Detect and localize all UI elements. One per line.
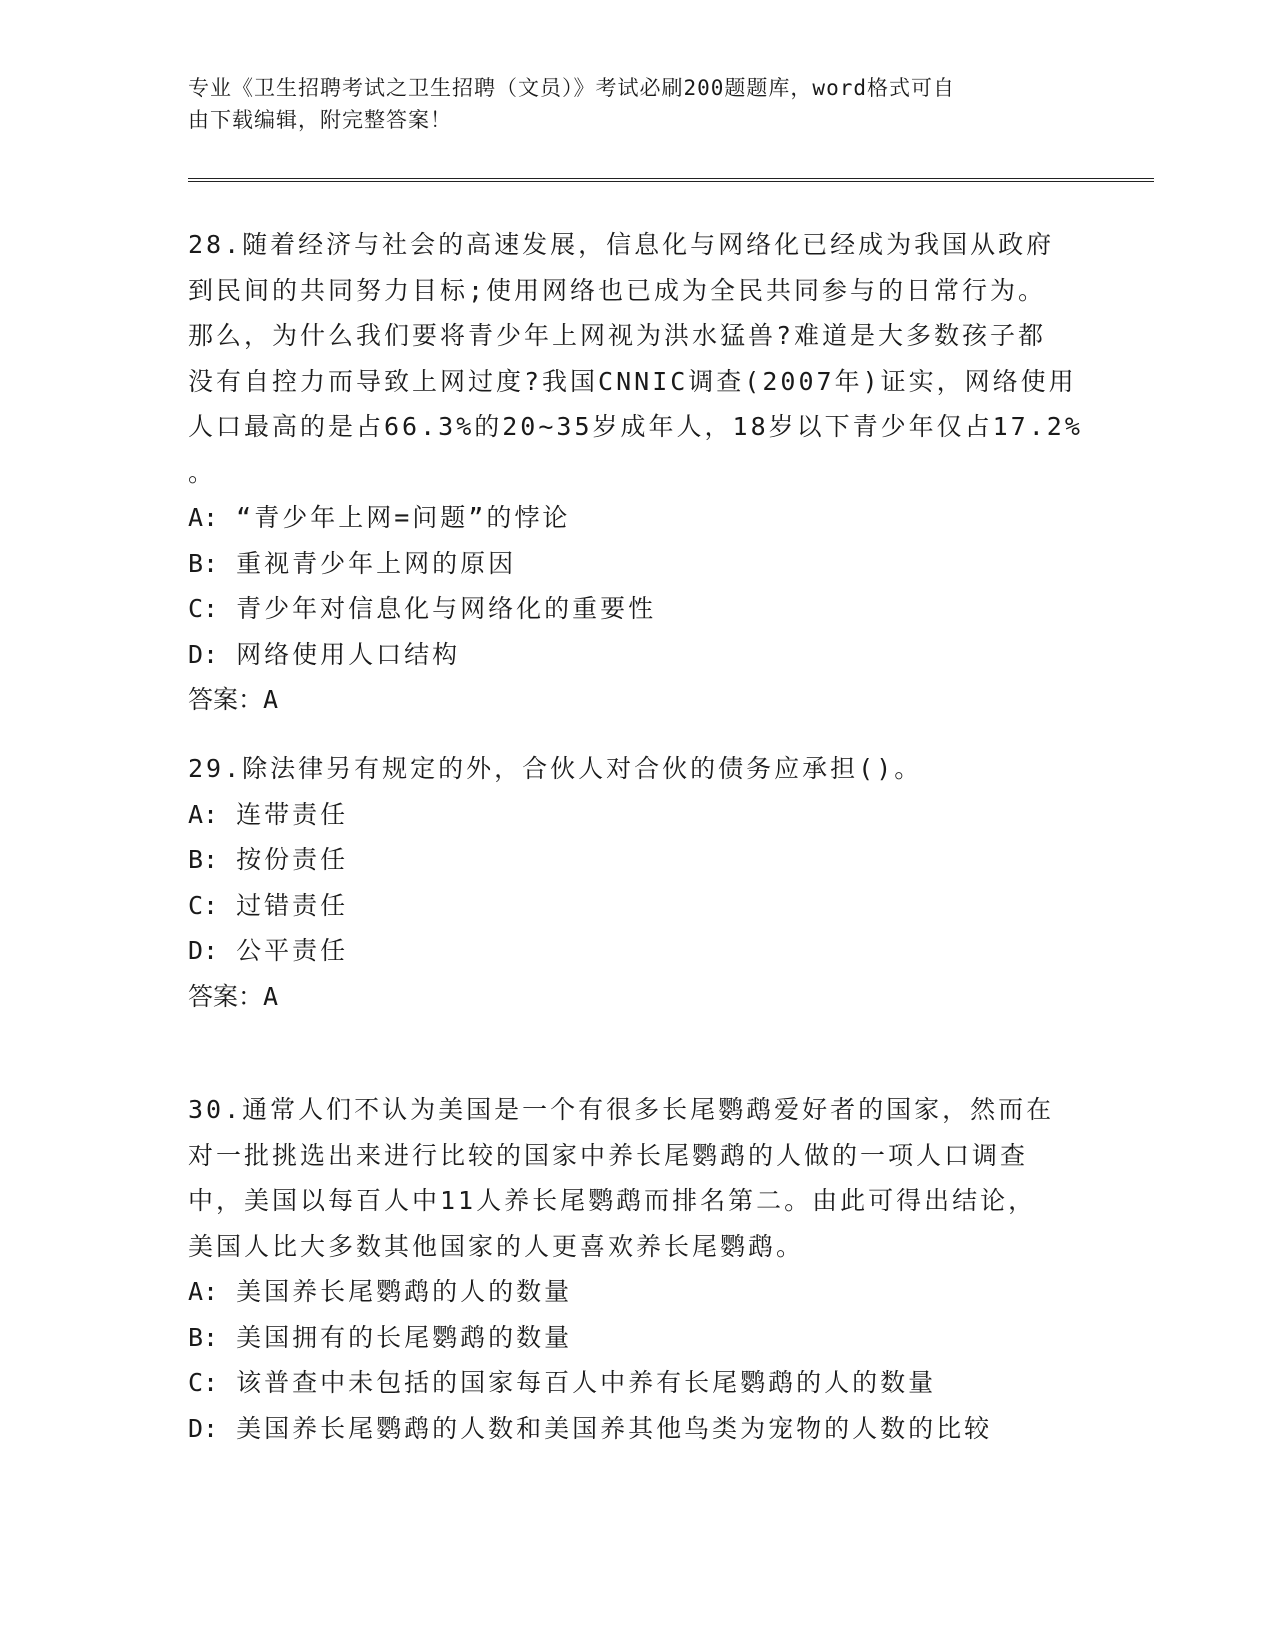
- stem-line: 28.随着经济与社会的高速发展，信息化与网络化已经成为我国从政府: [188, 230, 1055, 259]
- option-a: A: 美国养长尾鹦鹉的人的数量: [188, 1277, 573, 1306]
- question-30: [188, 1087, 1088, 1451]
- option-c: C: 青少年对信息化与网络化的重要性: [188, 594, 657, 623]
- stem-line: 人口最高的是占66.3%的20~35岁成年人，18岁以下青少年仅占17.2%: [188, 412, 1083, 441]
- option-c: C: 该普查中未包括的国家每百人中养有长尾鹦鹉的人的数量: [188, 1368, 937, 1397]
- header-divider: [188, 178, 1154, 182]
- option-c: C: 过错责任: [188, 890, 349, 920]
- question-stem: [188, 222, 1088, 495]
- option-b: B: 美国拥有的长尾鹦鹉的数量: [188, 1322, 573, 1352]
- option-b: B: 重视青少年上网的原因: [188, 548, 517, 578]
- stem-line: 美国人比大多数其他国家的人更喜欢养长尾鹦鹉。: [188, 1231, 805, 1261]
- option-a: A: 连带责任: [188, 799, 349, 829]
- option-a: A: “青少年上网=问题”的悖论: [188, 503, 571, 532]
- option-d: D: 网络使用人口结构: [188, 639, 461, 669]
- question-stem: [188, 1087, 1088, 1269]
- stem-line: 30.通常人们不认为美国是一个有很多长尾鹦鹉爱好者的国家，然而在: [188, 1095, 1055, 1124]
- option-d: D: 公平责任: [188, 936, 349, 965]
- header-line-2: 由下载编辑，附完整答案！: [188, 108, 452, 132]
- question-29: [188, 746, 1088, 1019]
- stem-line: 中，美国以每百人中11人养长尾鹦鹉而排名第二。由此可得出结论，: [188, 1186, 1037, 1215]
- option-b: B: 按份责任: [188, 845, 349, 874]
- document-header: [188, 72, 1068, 136]
- stem-line: 没有自控力而导致上网过度?我国CNNIC调查(2007年)证实，网络使用: [188, 366, 1077, 396]
- answer-line: 答案：A: [188, 981, 279, 1011]
- stem-line: 对一批挑选出来进行比较的国家中养长尾鹦鹉的人做的一项人口调查: [188, 1140, 1029, 1170]
- answer-line: 答案：A: [188, 685, 279, 714]
- stem-line: 。: [188, 457, 217, 487]
- stem-line: 29.除法律另有规定的外，合伙人对合伙的债务应承担()。: [188, 754, 923, 783]
- option-d: D: 美国养长尾鹦鹉的人数和美国养其他鸟类为宠物的人数的比较: [188, 1413, 993, 1443]
- question-stem: [188, 746, 1088, 792]
- question-28: [188, 222, 1088, 723]
- stem-line: 那么，为什么我们要将青少年上网视为洪水猛兽?难道是大多数孩子都: [188, 321, 1047, 350]
- header-line-1: 专业《卫生招聘考试之卫生招聘（文员）》考试必刷200题题库，word格式可自: [188, 76, 955, 100]
- stem-line: 到民间的共同努力目标;使用网络也已成为全民共同参与的日常行为。: [188, 275, 1047, 305]
